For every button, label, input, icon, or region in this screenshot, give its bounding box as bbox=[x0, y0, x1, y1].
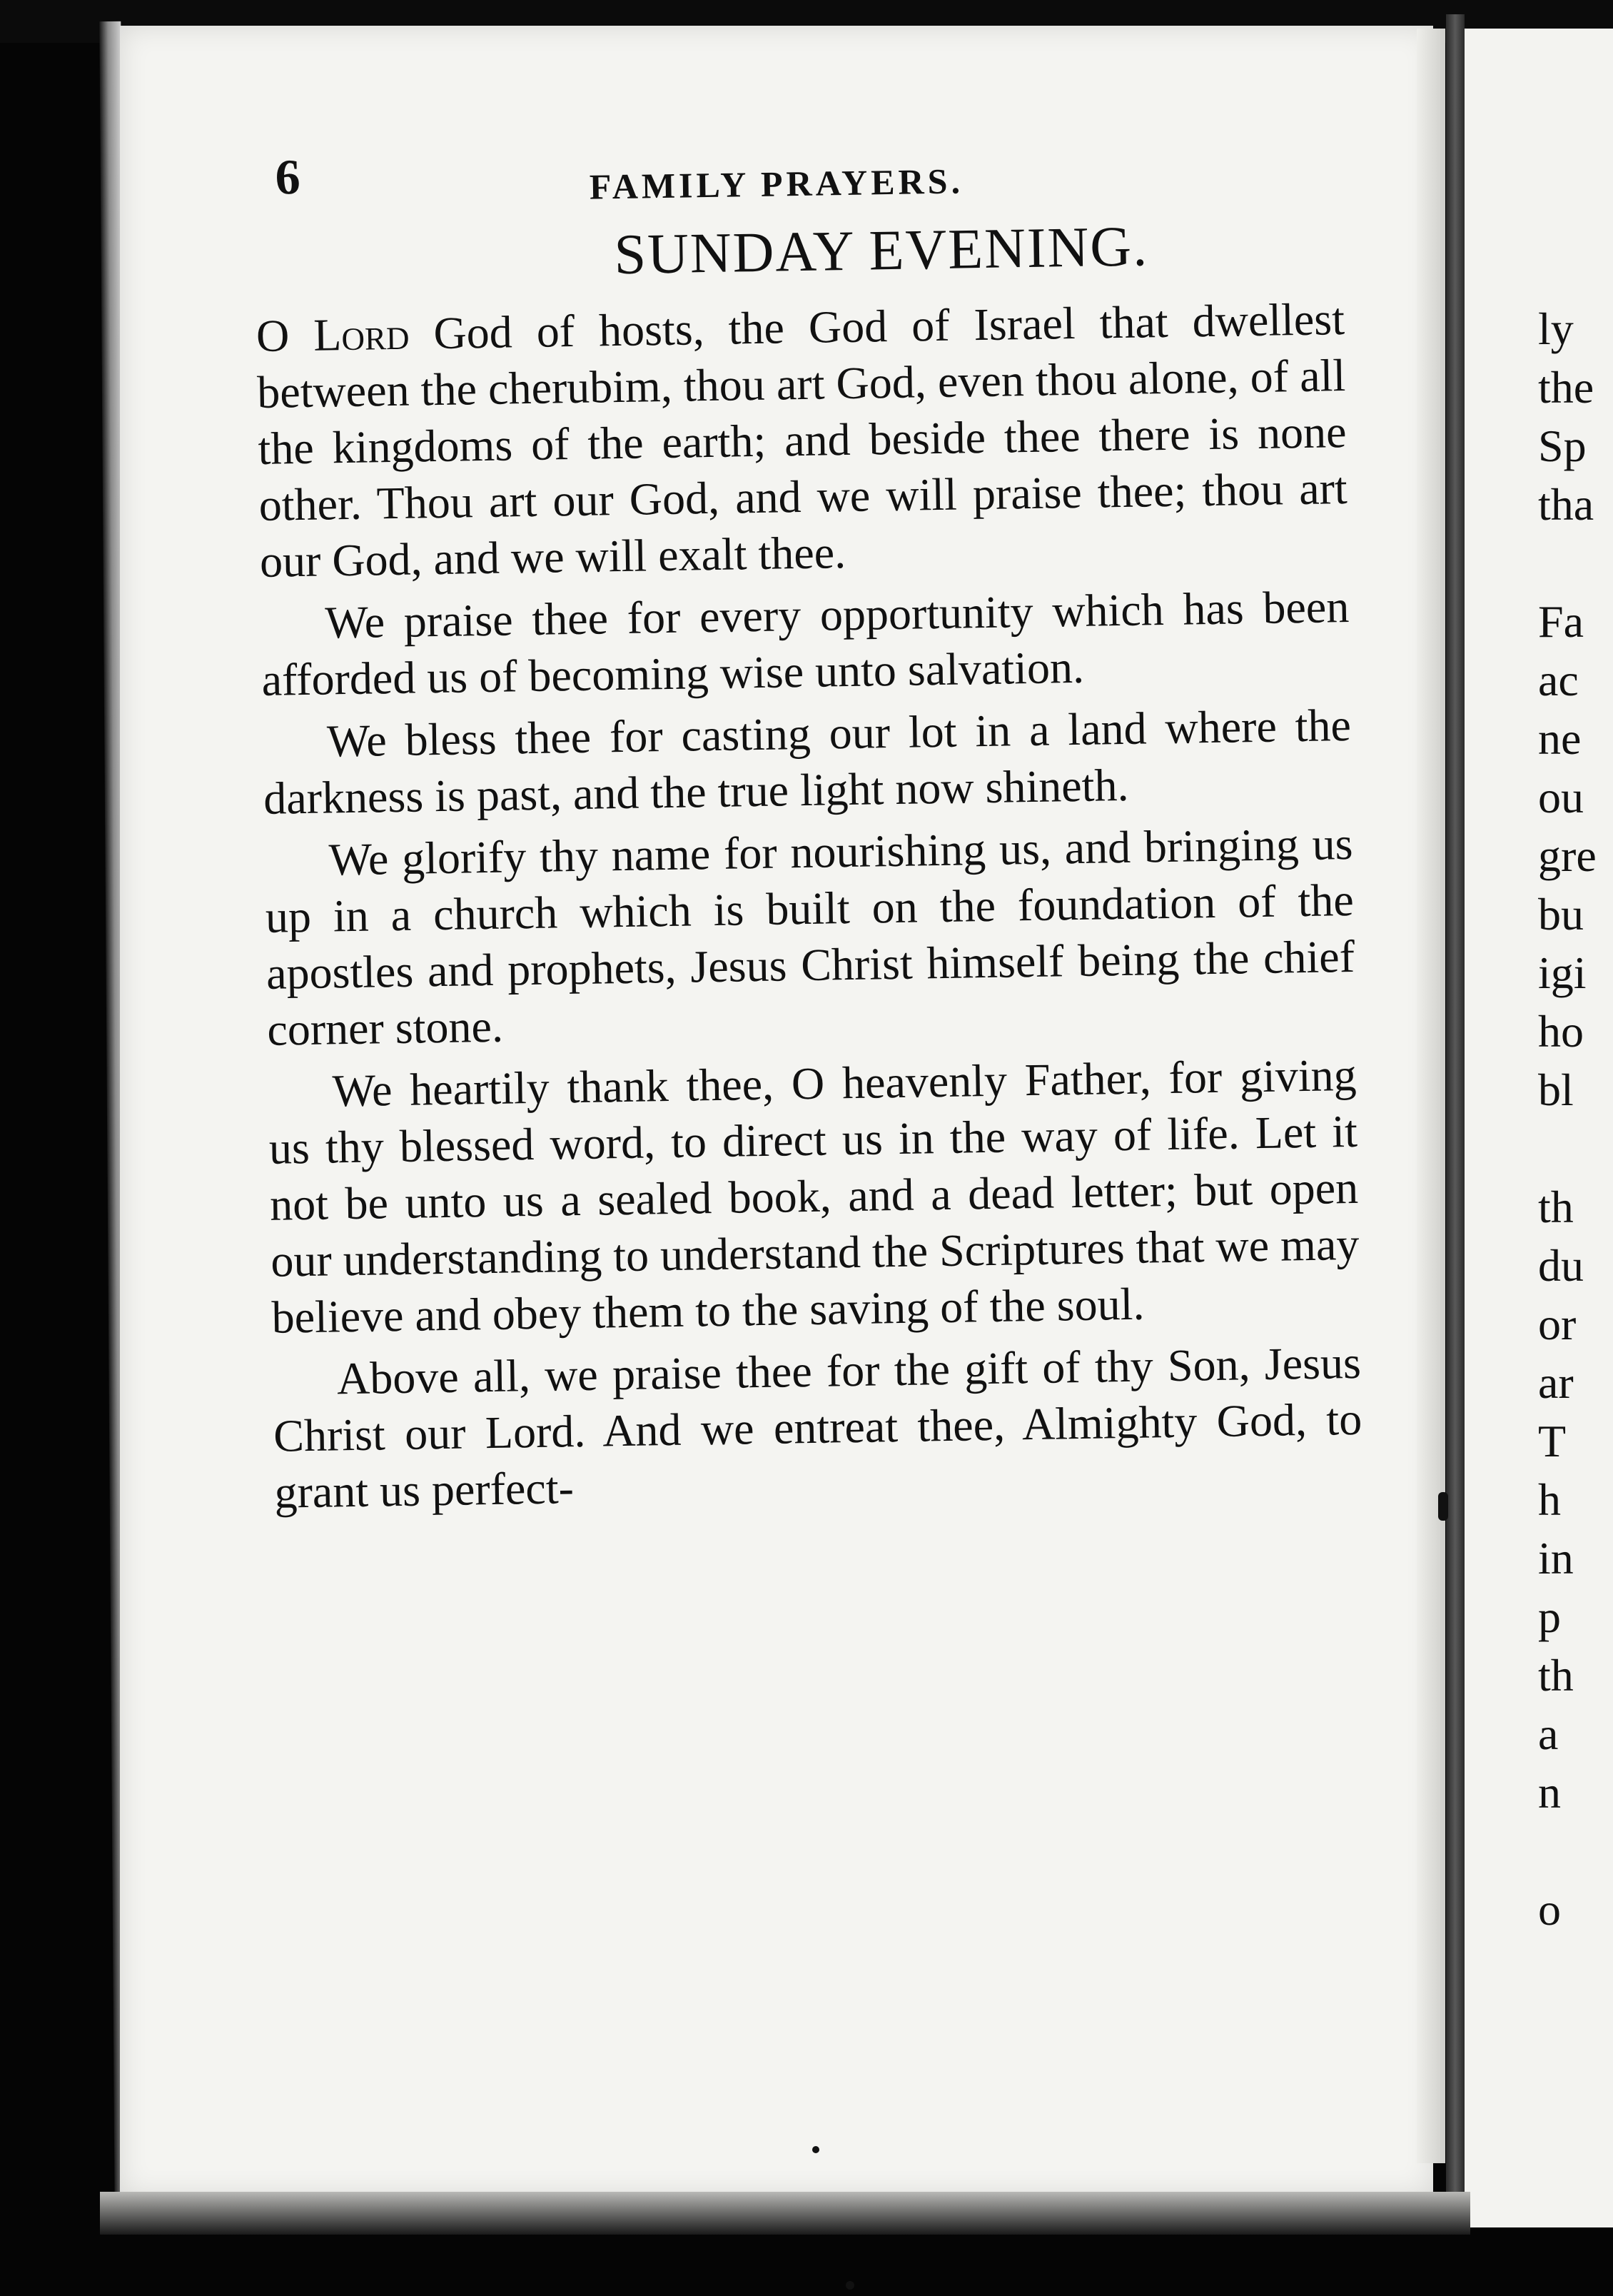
facing-line: ne bbox=[1538, 713, 1582, 764]
facing-line: th bbox=[1538, 1182, 1574, 1232]
facing-line: tha bbox=[1538, 479, 1594, 530]
facing-line: ou bbox=[1538, 772, 1584, 822]
facing-line: o bbox=[1538, 1884, 1561, 1935]
facing-line: Fa bbox=[1538, 596, 1584, 647]
facing-line: Sp bbox=[1538, 421, 1587, 471]
facing-line bbox=[1538, 1822, 1613, 1880]
left-page-fold bbox=[1417, 29, 1445, 2163]
page-bottom-shadow bbox=[100, 2192, 1470, 2235]
facing-line bbox=[1538, 1119, 1613, 1178]
facing-line: p bbox=[1538, 1591, 1561, 1642]
facing-line: gre bbox=[1538, 830, 1597, 881]
ink-speck bbox=[812, 2146, 819, 2153]
paragraph: We heartily thank thee, O heavenly Father, for giving us thy blessed word, to direct us in the way of life. Let it not be unto us a sealed book, and a dead letter; but open our understanding to understand the Scriptures that we may believe and obey them to the saving of the soul. bbox=[268, 1049, 1360, 1343]
paragraph-text: God of hosts, the God of Israel that dwellest between the cherubim, thou art God, even thou alone, of all the kingdoms of the earth; and beside thee there is none other. Thou art our God, and we will praise thee; thou art our God, and we will exalt thee. bbox=[256, 293, 1348, 587]
paragraph: We praise thee for every opportunity which has been afforded us of becoming wise unto salvation. bbox=[261, 580, 1350, 705]
facing-line: ly bbox=[1538, 303, 1574, 354]
facing-page-text bbox=[1538, 300, 1613, 1939]
facing-line: h bbox=[1538, 1474, 1561, 1525]
facing-line: T bbox=[1538, 1416, 1567, 1466]
facing-line: bl bbox=[1538, 1064, 1574, 1115]
facing-line: ar bbox=[1538, 1357, 1574, 1408]
facing-line: ho bbox=[1538, 1006, 1584, 1057]
facing-line: in bbox=[1538, 1533, 1574, 1583]
ink-speck bbox=[846, 2281, 854, 2290]
facing-line: bu bbox=[1538, 889, 1584, 940]
paragraph bbox=[256, 291, 1348, 590]
ink-speck bbox=[1438, 1492, 1448, 1521]
facing-line: a bbox=[1538, 1708, 1559, 1759]
paragraph: We glorify thy name for nourishing us, and bringing us up in a church which is built on the foundation of the apostles and prophets, Jesus Christ himself being the chief corner stone. bbox=[265, 817, 1355, 1055]
paragraph: Above all, we praise thee for the gift of thy Son, Jesus Christ our Lord. And we entreat thee, Almighty God, to grant us perfect- bbox=[273, 1336, 1362, 1518]
facing-line: ac bbox=[1538, 655, 1579, 705]
left-page-text bbox=[253, 133, 1363, 1526]
page-number: 6 bbox=[275, 149, 301, 206]
facing-line: du bbox=[1538, 1240, 1584, 1291]
section-title: SUNDAY EVENING. bbox=[613, 215, 1149, 287]
facing-line: or bbox=[1538, 1299, 1577, 1349]
facing-line bbox=[1538, 534, 1613, 593]
facing-line: th bbox=[1538, 1650, 1574, 1701]
facing-line: the bbox=[1538, 362, 1594, 413]
facing-line: n bbox=[1538, 1767, 1561, 1818]
paragraph-lead: O Lord bbox=[256, 308, 410, 361]
running-head: FAMILY PRAYERS. bbox=[589, 161, 964, 207]
facing-line: igi bbox=[1538, 947, 1587, 998]
paragraph: We bless thee for casting our lot in a land where the darkness is past, and the true light now shineth. bbox=[263, 699, 1352, 824]
book-gutter bbox=[1446, 14, 1465, 2235]
